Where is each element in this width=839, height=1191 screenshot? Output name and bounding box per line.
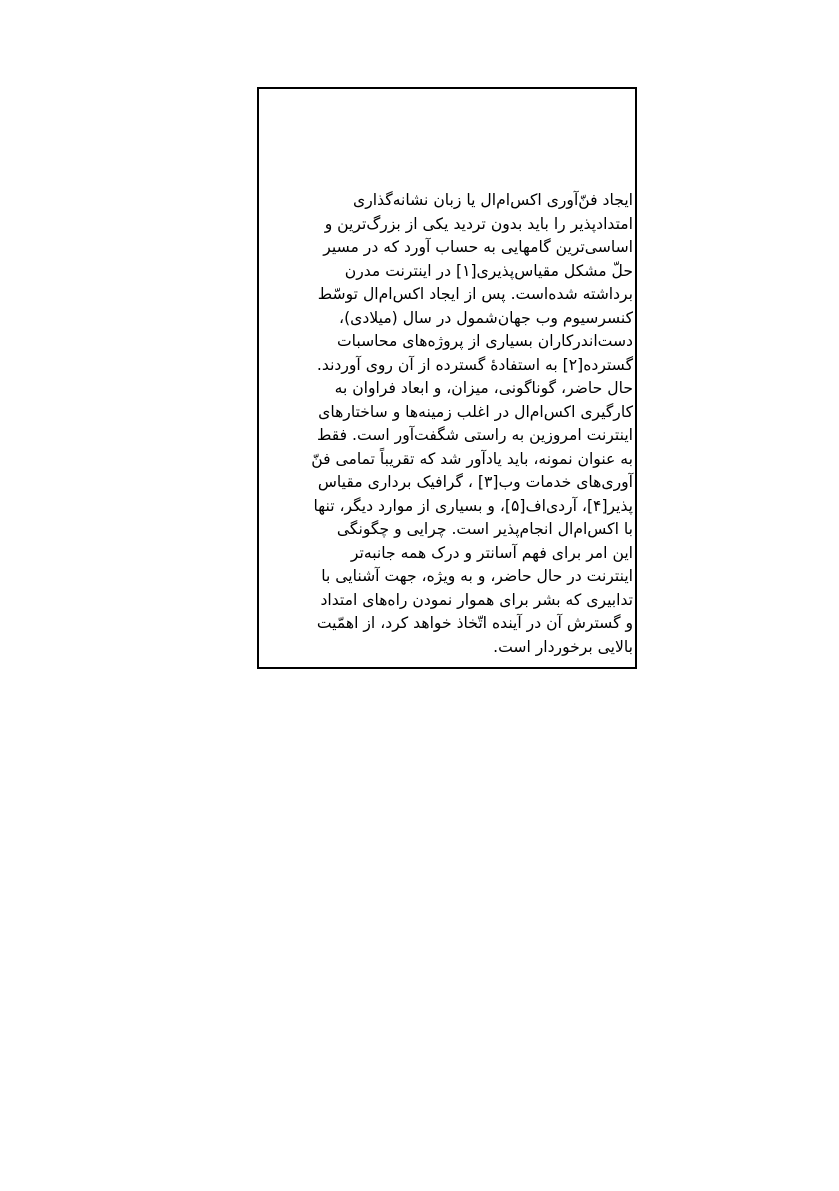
- paragraph-line: اساسی‌ترین گامهایی به حساب آورد که در مسیر: [323, 238, 633, 256]
- paragraph-line: برداشته شده‌است. پس از ایجاد اکس‌ام‌ال توسّط: [317, 285, 633, 303]
- paragraph-line: پذیر[۴]، آردی‌اف[۵]، و بسیاری از موارد دیگر، تنها: [313, 496, 633, 515]
- paragraph-line: دست‌اندرکاران بسیاری از پروژه‌های محاسبات: [336, 332, 633, 350]
- paragraph: [261, 189, 633, 659]
- paragraph-line: این امر برای فهم آسانتر و درک همه جانبه‌تر: [350, 543, 633, 562]
- paragraph-line: امتدادپذیر را باید بدون تردید یکی از بزرگ‌ترین و: [324, 214, 633, 233]
- paragraph-line: به عنوان نمونه، باید یادآور شد که تقریباً تمامی فنّ: [311, 449, 633, 468]
- paragraph-line: گسترده[۲] به استفادهٔ گسترده از آن روی آوردند.: [316, 355, 633, 374]
- paragraph-line: حال حاضر، گوناگونی، میزان، و ابعاد فراوان به: [334, 379, 633, 397]
- paragraph-line: کارگیری اکس‌ام‌ال در اغلب زمینه‌ها و ساختارهای: [318, 402, 633, 421]
- paragraph-line: بالایی برخوردار است.: [493, 637, 633, 656]
- paragraph-line: ایجاد فنّ‌آوری اکس‌ام‌ال یا زبان نشانه‌گذاری: [353, 191, 633, 209]
- paragraph-line: کنسرسیوم وب جهان‌شمول در سال (میلادی)،: [339, 308, 633, 327]
- paragraph-line: اینترنت امروزین به راستی شگفت‌آور است. فقط: [316, 426, 633, 444]
- paragraph-line: با اکس‌ام‌ال انجام‌پذیر است. چرایی و چگونگی: [336, 520, 633, 538]
- paragraph-line: و گسترش آن در آینده اتّخاذ خواهد کرد، از اهمّیت: [316, 614, 633, 632]
- paragraph-line: حلّ مشکل مقیاس‌پذیری[۱] در اینترنت مدرن: [344, 261, 633, 280]
- paragraph-line: تدابیری که بشر برای هموار نمودن راه‌های امتداد: [320, 590, 633, 609]
- text-frame: [257, 87, 637, 669]
- paragraph-line: آوری‌های خدمات وب[۳] ، گرافیک برداری مقیاس: [317, 473, 633, 491]
- paragraph-line: اینترنت در حال حاضر، و به ویژه، جهت آشنایی با: [321, 567, 633, 585]
